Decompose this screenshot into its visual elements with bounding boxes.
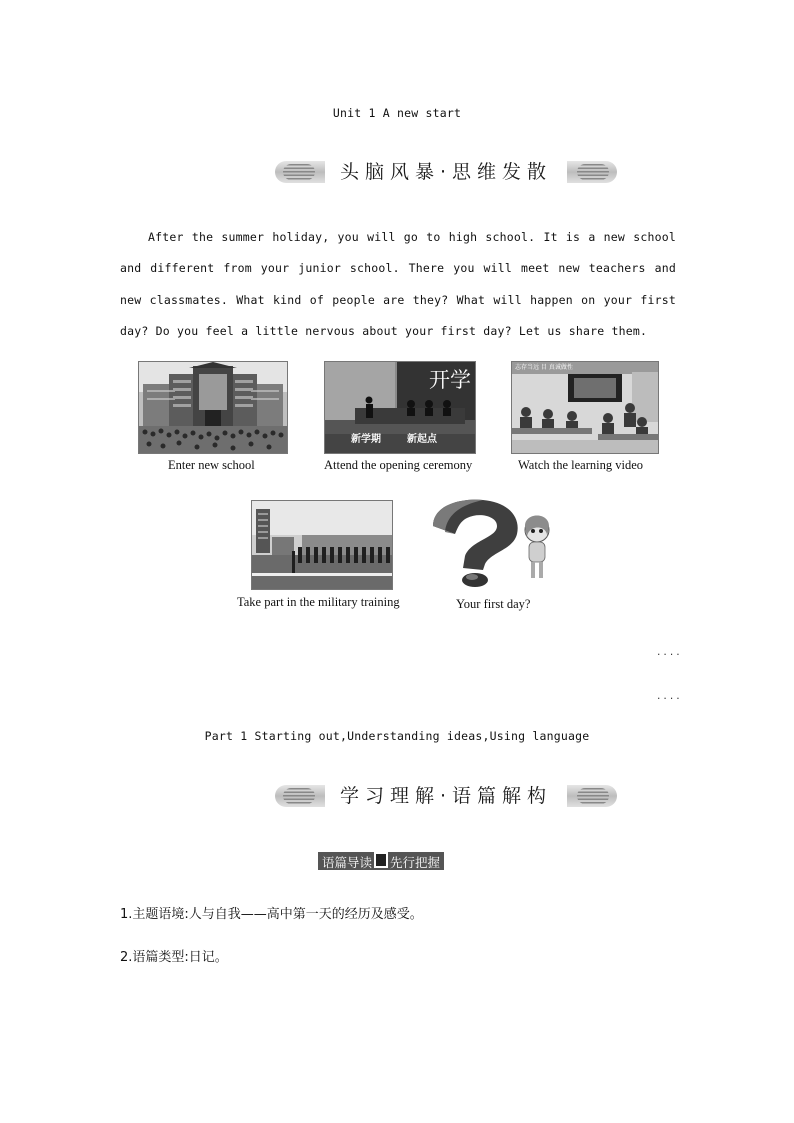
banner-stripes-right (577, 788, 609, 804)
section-title-brainstorm: 头脑风暴·思维发散 (325, 159, 567, 185)
tag-label-left: 语篇导读 (322, 855, 373, 870)
list-item-theme: 1.主题语境:人与自我——高中第一天的经历及感受。 (120, 907, 423, 922)
intro-paragraph: After the summer holiday, you will go to high school. It is a new school and different from your junior school. There you will meet new teachers and new classmates. What kind of people are they? What will happen on your first day? Do you feel a little nervous about your first day? Let us share them. (120, 230, 676, 338)
section-title-reading: 学习理解·语篇解构 (325, 783, 567, 809)
dots-2: .... (656, 692, 682, 702)
classroom-photo (511, 361, 659, 454)
reading-guide-tag (318, 852, 444, 870)
opening-ceremony-photo (324, 361, 476, 454)
caption-enter-new-school: Enter new school (168, 458, 255, 472)
banner-text-left: 新学期 (351, 434, 381, 445)
section-banner-reading (275, 783, 617, 809)
question-mark-illustration (425, 498, 560, 588)
caption-learning-video: Watch the learning video (518, 458, 643, 472)
military-training-photo (251, 500, 393, 590)
school-building-photo (138, 361, 288, 454)
part-title: Part 1 Starting out,Understanding ideas,Using language (204, 729, 590, 743)
banner-stripes-left (283, 164, 315, 180)
unit-title: Unit 1 A new start (332, 106, 462, 120)
caption-military-training: Take part in the military training (237, 595, 400, 609)
banner-stripes-left (283, 788, 315, 804)
dots-1: .... (656, 648, 682, 658)
list-item-genre: 2.语篇类型:日记。 (120, 950, 228, 965)
tag-label-right: 先行把握 (390, 855, 441, 870)
book-icon (374, 852, 388, 868)
banner-stripes-right (577, 164, 609, 180)
caption-opening-ceremony: Attend the opening ceremony (324, 458, 473, 472)
screen-text: 开学 (429, 368, 471, 392)
banner-text-right: 新起点 (407, 434, 437, 445)
section-banner-brainstorm (275, 159, 617, 185)
board-text: 志存当远 目 真诚做性 (515, 364, 573, 371)
caption-your-first-day: Your first day? (456, 597, 531, 611)
